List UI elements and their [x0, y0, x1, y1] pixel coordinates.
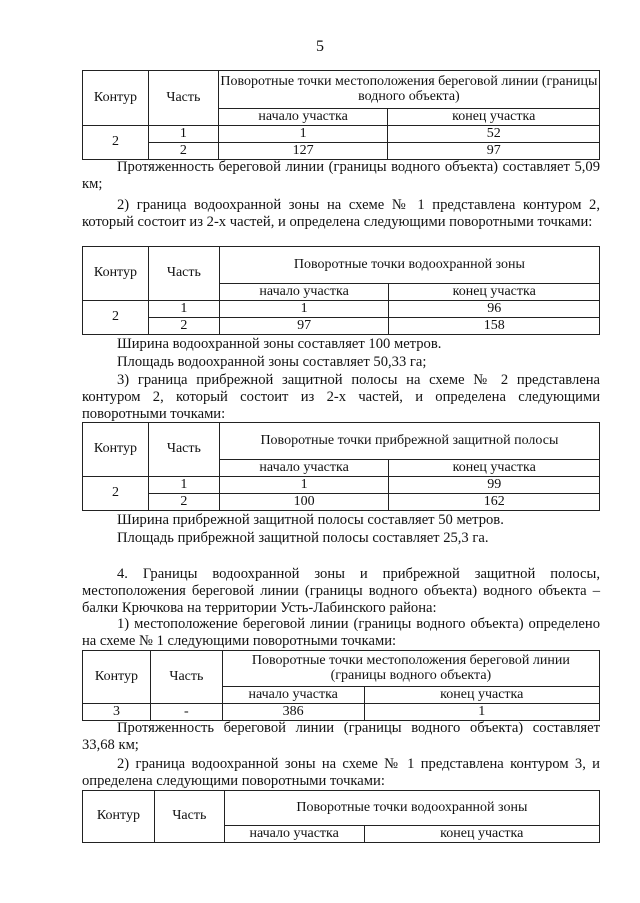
coastal-strip-points-table: [82, 422, 600, 511]
table-row: [83, 477, 600, 494]
kontur-header: Контур: [83, 71, 149, 126]
end-header: конец участка: [389, 284, 600, 301]
end-cell: 52: [388, 126, 600, 143]
shoreline-length-text: Протяженность береговой линии (границы водного объекта) составляет 5,09 км;: [82, 159, 600, 193]
end-header: конец участка: [364, 687, 599, 704]
page-number: 5: [316, 38, 324, 55]
kontur-cell: 2: [83, 126, 149, 160]
start-cell: 97: [219, 318, 389, 335]
chast-header: Часть: [154, 791, 224, 843]
wpz-intro-text: 2) граница водоохранной зоны на схеме № 1 представлена контуром 2, который состоит из 2-х частей, и определена следующими поворотными точками:: [82, 197, 600, 231]
table-row: [83, 143, 600, 160]
start-header: начало участка: [219, 284, 389, 301]
shoreline-points-header: Поворотные точки местоположения береговой линии (границы водного объекта): [218, 71, 599, 109]
start-cell: 1: [218, 126, 388, 143]
part-cell: 1: [148, 477, 219, 494]
part-cell: 1: [148, 126, 218, 143]
kontur-header: Контур: [83, 423, 149, 477]
start-cell: 127: [218, 143, 388, 160]
chast-header: Часть: [148, 247, 219, 301]
wpz-points-header: Поворотные точки водоохранной зоны: [219, 247, 599, 284]
part-cell: -: [150, 704, 222, 721]
end-header: конец участка: [389, 460, 600, 477]
start-cell: 100: [219, 494, 389, 511]
end-cell: 96: [389, 301, 600, 318]
table-row: [83, 704, 600, 721]
start-header: начало участка: [222, 687, 364, 704]
kontur-header: Контур: [83, 791, 155, 843]
coastal-area-text: Площадь прибрежной защитной полосы составляет 25,3 га.: [117, 530, 489, 546]
krychkova-wpz-intro-text: 2) граница водоохранной зоны на схеме № 1 представлена контуром 3, и определена следующими поворотными точками:: [82, 756, 600, 790]
wpz-points-table: [82, 246, 600, 335]
end-header: конец участка: [388, 109, 600, 126]
coastal-points-header: Поворотные точки прибрежной защитной полосы: [219, 423, 599, 460]
kontur-cell: 2: [83, 477, 149, 511]
start-cell: 386: [222, 704, 364, 721]
end-header: конец участка: [364, 826, 599, 843]
part-cell: 2: [148, 494, 219, 511]
table-row: [83, 301, 600, 318]
chast-header: Часть: [150, 651, 222, 704]
wpz-area-text: Площадь водоохранной зоны составляет 50,33 га;: [117, 354, 427, 370]
krychkova-shoreline-table: [82, 650, 600, 721]
end-cell: 1: [364, 704, 599, 721]
chast-header: Часть: [148, 71, 218, 126]
krychkova-wpz-table: [82, 790, 600, 843]
end-cell: 97: [388, 143, 600, 160]
start-header: начало участка: [218, 109, 388, 126]
part-cell: 2: [148, 143, 218, 160]
start-header: начало участка: [224, 826, 364, 843]
part-cell: 2: [148, 318, 219, 335]
end-cell: 162: [389, 494, 600, 511]
wpz-width-text: Ширина водоохранной зоны составляет 100 метров.: [117, 336, 442, 352]
shoreline-points-header: Поворотные точки местоположения береговой линии (границы водного объекта): [222, 651, 599, 687]
kontur-header: Контур: [83, 651, 151, 704]
start-cell: 1: [219, 477, 389, 494]
part-cell: 1: [148, 301, 219, 318]
kontur-cell: 2: [83, 301, 149, 335]
shoreline-location-text: 1) местоположение береговой линии (границы водного объекта) определено на схеме № 1 следующими поворотными точками:: [82, 616, 600, 650]
kontur-cell: 3: [83, 704, 151, 721]
chast-header: Часть: [148, 423, 219, 477]
end-cell: 99: [389, 477, 600, 494]
table-row: [83, 494, 600, 511]
coastal-intro-text: 3) граница прибрежной защитной полосы на схеме № 2 представлена контуром 2, который состоит из 2-х частей, и определена следующими поворотными точками:: [82, 372, 600, 423]
coastal-width-text: Ширина прибрежной защитной полосы составляет 50 метров.: [117, 512, 504, 528]
table-row: [83, 318, 600, 335]
start-header: начало участка: [219, 460, 389, 477]
wpz-points-header: Поворотные точки водоохранной зоны: [224, 791, 599, 826]
table-row: [83, 126, 600, 143]
krychkova-shoreline-length-text: Протяженность береговой линии (границы водного объекта) составляет 33,68 км;: [82, 720, 600, 754]
start-cell: 1: [219, 301, 389, 318]
end-cell: 158: [389, 318, 600, 335]
kontur-header: Контур: [83, 247, 149, 301]
section-4-heading-text: 4. Границы водоохранной зоны и прибрежной защитной полосы, местоположения береговой линии (границы водного объекта) водного объекта – балки Крючкова на территории Усть-Лабинского района:: [82, 566, 600, 617]
shoreline-points-table: [82, 70, 600, 160]
